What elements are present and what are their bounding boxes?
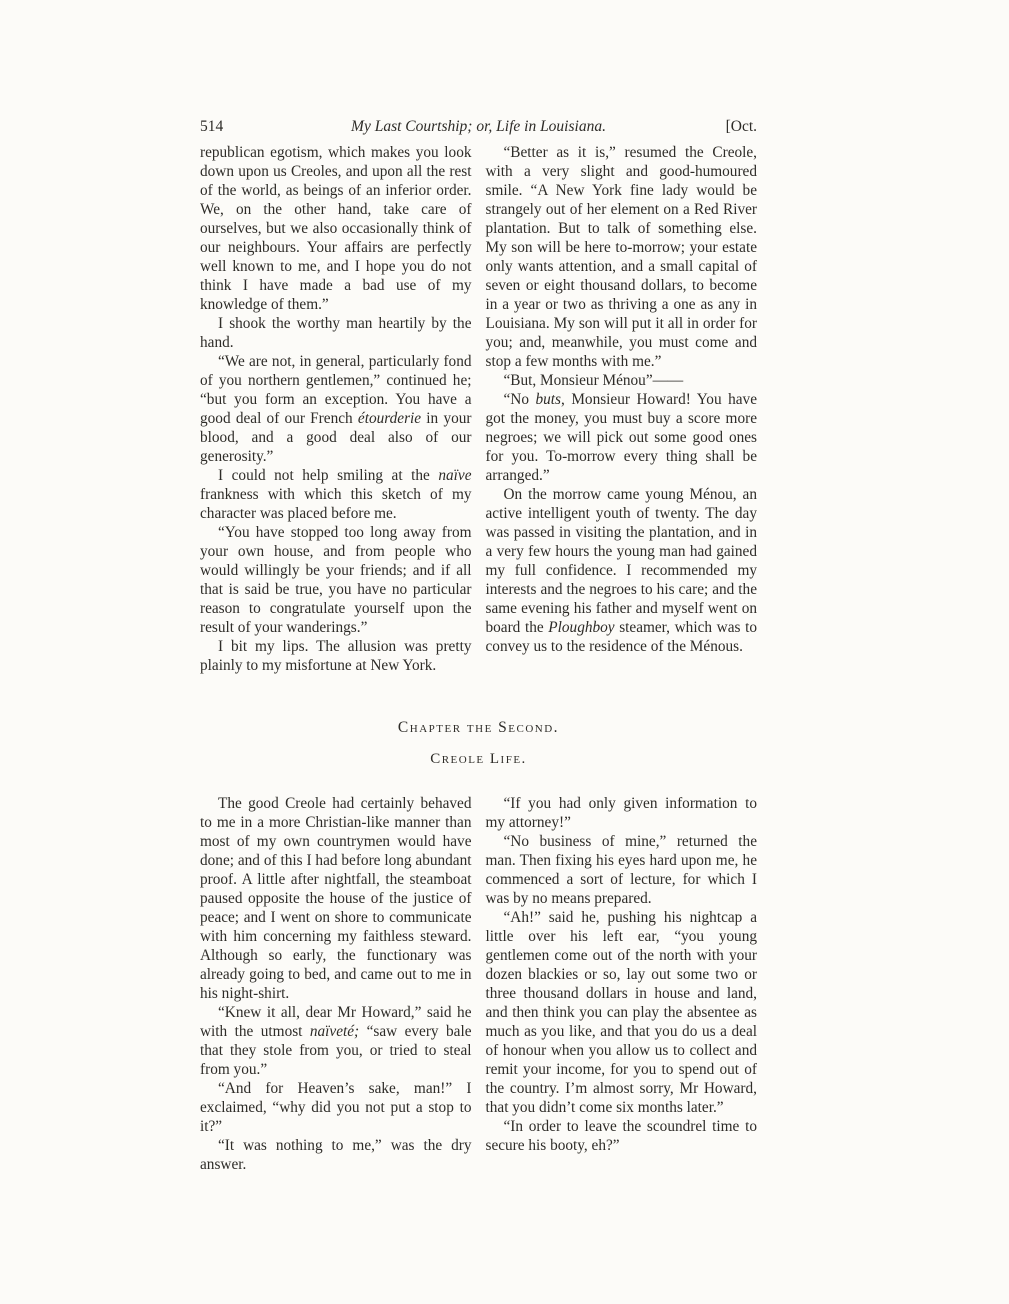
paragraph: “If you had only given information to my attorney!” [485, 795, 757, 831]
paragraph: “Knew it all, dear Mr Howard,” said he with the utmost naïveté; “saw every bale that they stole from you, or tried to steal from you.” [200, 1004, 472, 1078]
paragraph: On the morrow came young Ménou, an active intelligent youth of twenty. The day was passed in visiting the plantation, and in a very few hours the young man had gained my full confidence. I recommended my interests and the negroes to his care; and the same evening his father and myself went on board the Ploughboy steamer, which was to convey us to the residence of the Ménous. [485, 486, 757, 655]
paragraph: “It was nothing to me,” was the dry answer. [200, 1137, 472, 1173]
paragraph: “Better as it is,” resumed the Creole, with a very slight and good-humoured smile. “A New York fine lady would be strangely out of her element on a Red River plantation. But to talk of something else. My son will be here to-morrow; your estate only wants attention, and a small capital of seven or eight thousand dollars, to become in a year or two as thriving a one as any in Louisiana. My son will put it all in order for you; and, meanwhile, you must come and stop a few months with me.” [485, 144, 757, 370]
paragraph: I could not help smiling at the naïve frankness with which this sketch of my character was placed before me. [200, 467, 472, 522]
paragraph: The good Creole had certainly behaved to me in a more Christian-like manner than most of my own countrymen would have done; and of this I had before long abundant proof. A little after nightfall, the steamboat paused opposite the house of the justice of peace; and I went on shore to communicate with him concerning my faithless steward. Although so early, the functionary was already going to bed, and came out to me in his night-shirt. [200, 795, 472, 1002]
paragraph: republican egotism, which makes you look down upon us Creoles, and upon all the rest of the world, as beings of an inferior order. We, on the other hand, take care of ourselves, but we also occasionally think of our neighbours. Your affairs are perfectly well known to me, and I hope you do not think I have made a bad use of my knowledge of them.” [200, 144, 472, 313]
paragraph: “No business of mine,” returned the man. Then fixing his eyes hard upon me, he commenced a sort of lecture, for which I was by no means prepared. [485, 833, 757, 907]
paragraph: “And for Heaven’s sake, man!” I exclaimed, “why did you not put a stop to it?” [200, 1080, 472, 1135]
paragraph: “Ah!” said he, pushing his nightcap a little over his left ear, “you young gentlemen come out of the north with your dozen blackies or so, lay out some two or three thousand dollars in house and land, and then think you can play the absentee as much as you like, and that you do us a deal of honour when you allow us to collect and remit your income, for you to spend out of the country. I’m almost sorry, Mr Howard, that you didn’t come six months later.” [485, 909, 757, 1116]
section-two-right-column [486, 794, 758, 1174]
paragraph: I shook the worthy man heartily by the hand. [200, 315, 472, 351]
chapter-heading: Chapter the Second. [397, 719, 560, 736]
paragraph: “We are not, in general, particularly fond of you northern gentlemen,” continued he; “but you form an exception. You have a good deal of our French étourderie in your blood, and a good deal also of our generosity.” [200, 353, 472, 465]
paragraph: “But, Monsieur Ménou”—— [503, 372, 684, 389]
section-two-left-column [200, 794, 472, 1174]
section-two [200, 794, 757, 1174]
page-content [200, 118, 757, 1174]
chapter-subheading: Creole Life. [430, 751, 527, 767]
page-number: 514 [200, 118, 224, 135]
paragraph: “No buts, Monsieur Howard! You have got the money, you must buy a score more negroes; we will pick out some good ones for you. To-morrow every thing shall be arranged.” [485, 391, 757, 484]
paragraph: I bit my lips. The allusion was pretty plainly to my misfortune at New York. [200, 638, 472, 674]
section-one-right-column [486, 143, 758, 675]
section-one [200, 143, 757, 675]
paragraph: “In order to leave the scoundrel time to secure his booty, eh?” [485, 1118, 757, 1154]
issue-label: [Oct. [725, 118, 758, 135]
section-one-left-column [200, 143, 472, 675]
paragraph: “You have stopped too long away from your own house, and from people who would willingly be your friends; and if all that is said be true, you have no particular reason to congratulate yourself upon the result of your wanderings.” [200, 524, 472, 636]
page-header [200, 118, 757, 136]
running-title: My Last Courtship; or, Life in Louisiana. [351, 118, 606, 135]
